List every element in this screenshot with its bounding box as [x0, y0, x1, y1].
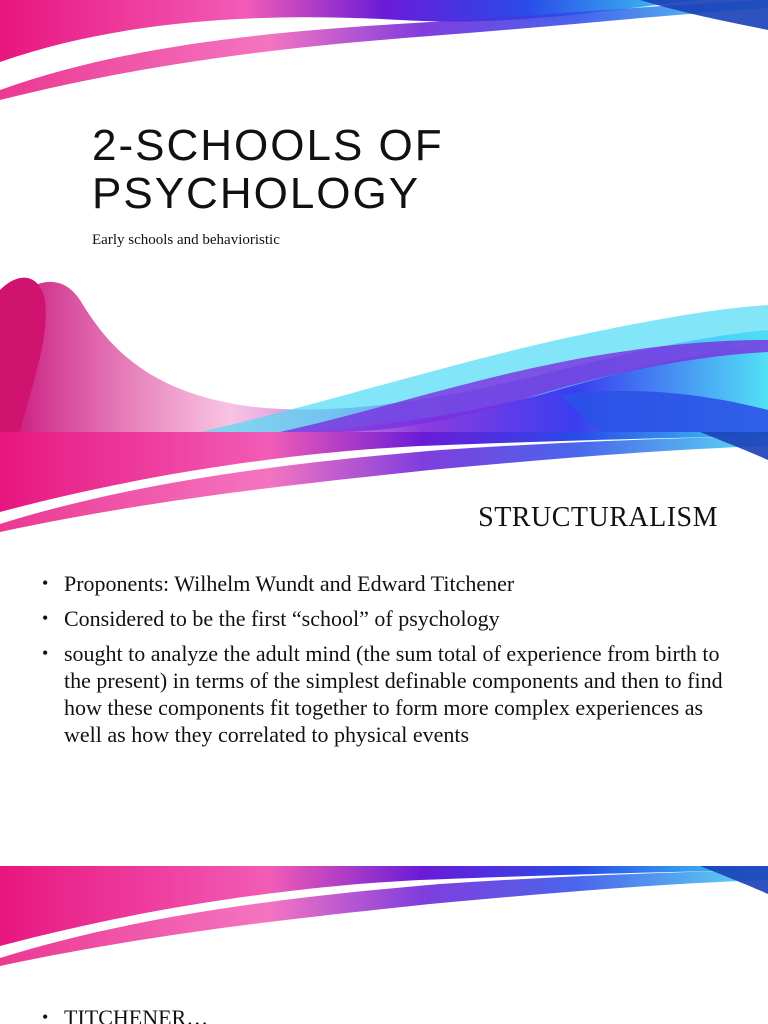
list-item: [42, 570, 732, 597]
bullet-text: Considered to be the first “school” of psychology: [64, 606, 500, 631]
bullet-list: [42, 570, 732, 756]
slide-heading: STRUCTURALISM: [478, 502, 718, 533]
list-item: [42, 605, 732, 632]
title-line-2: PSYCHOLOGY: [92, 169, 421, 218]
bullet-icon: •: [42, 608, 49, 628]
page-title: [92, 122, 652, 218]
title-line-1: 2-SCHOOLS OF: [92, 121, 444, 170]
bullet-list: [42, 1004, 732, 1024]
bullet-text: sought to analyze the adult mind (the sum total of experience from birth to the present) in terms of the simplest definable components and then to find how these components fit together to form more complex experiences as well as how they correlated to physical events: [64, 641, 723, 747]
swoosh-decoration: [0, 432, 768, 552]
slide-titchener: [0, 866, 768, 1024]
slide-structuralism: [0, 432, 768, 866]
bullet-icon: •: [42, 1007, 49, 1024]
slide-title: [0, 0, 768, 432]
swoosh-decoration: [0, 866, 768, 986]
bullet-icon: •: [42, 573, 49, 593]
list-item: [42, 1004, 732, 1024]
bullet-text: TITCHENER…: [64, 1005, 209, 1024]
subtitle: Early schools and behavioristic: [92, 232, 280, 248]
bullet-text: Proponents: Wilhelm Wundt and Edward Titchener: [64, 571, 515, 596]
list-item: [42, 640, 732, 748]
bullet-icon: •: [42, 643, 49, 663]
